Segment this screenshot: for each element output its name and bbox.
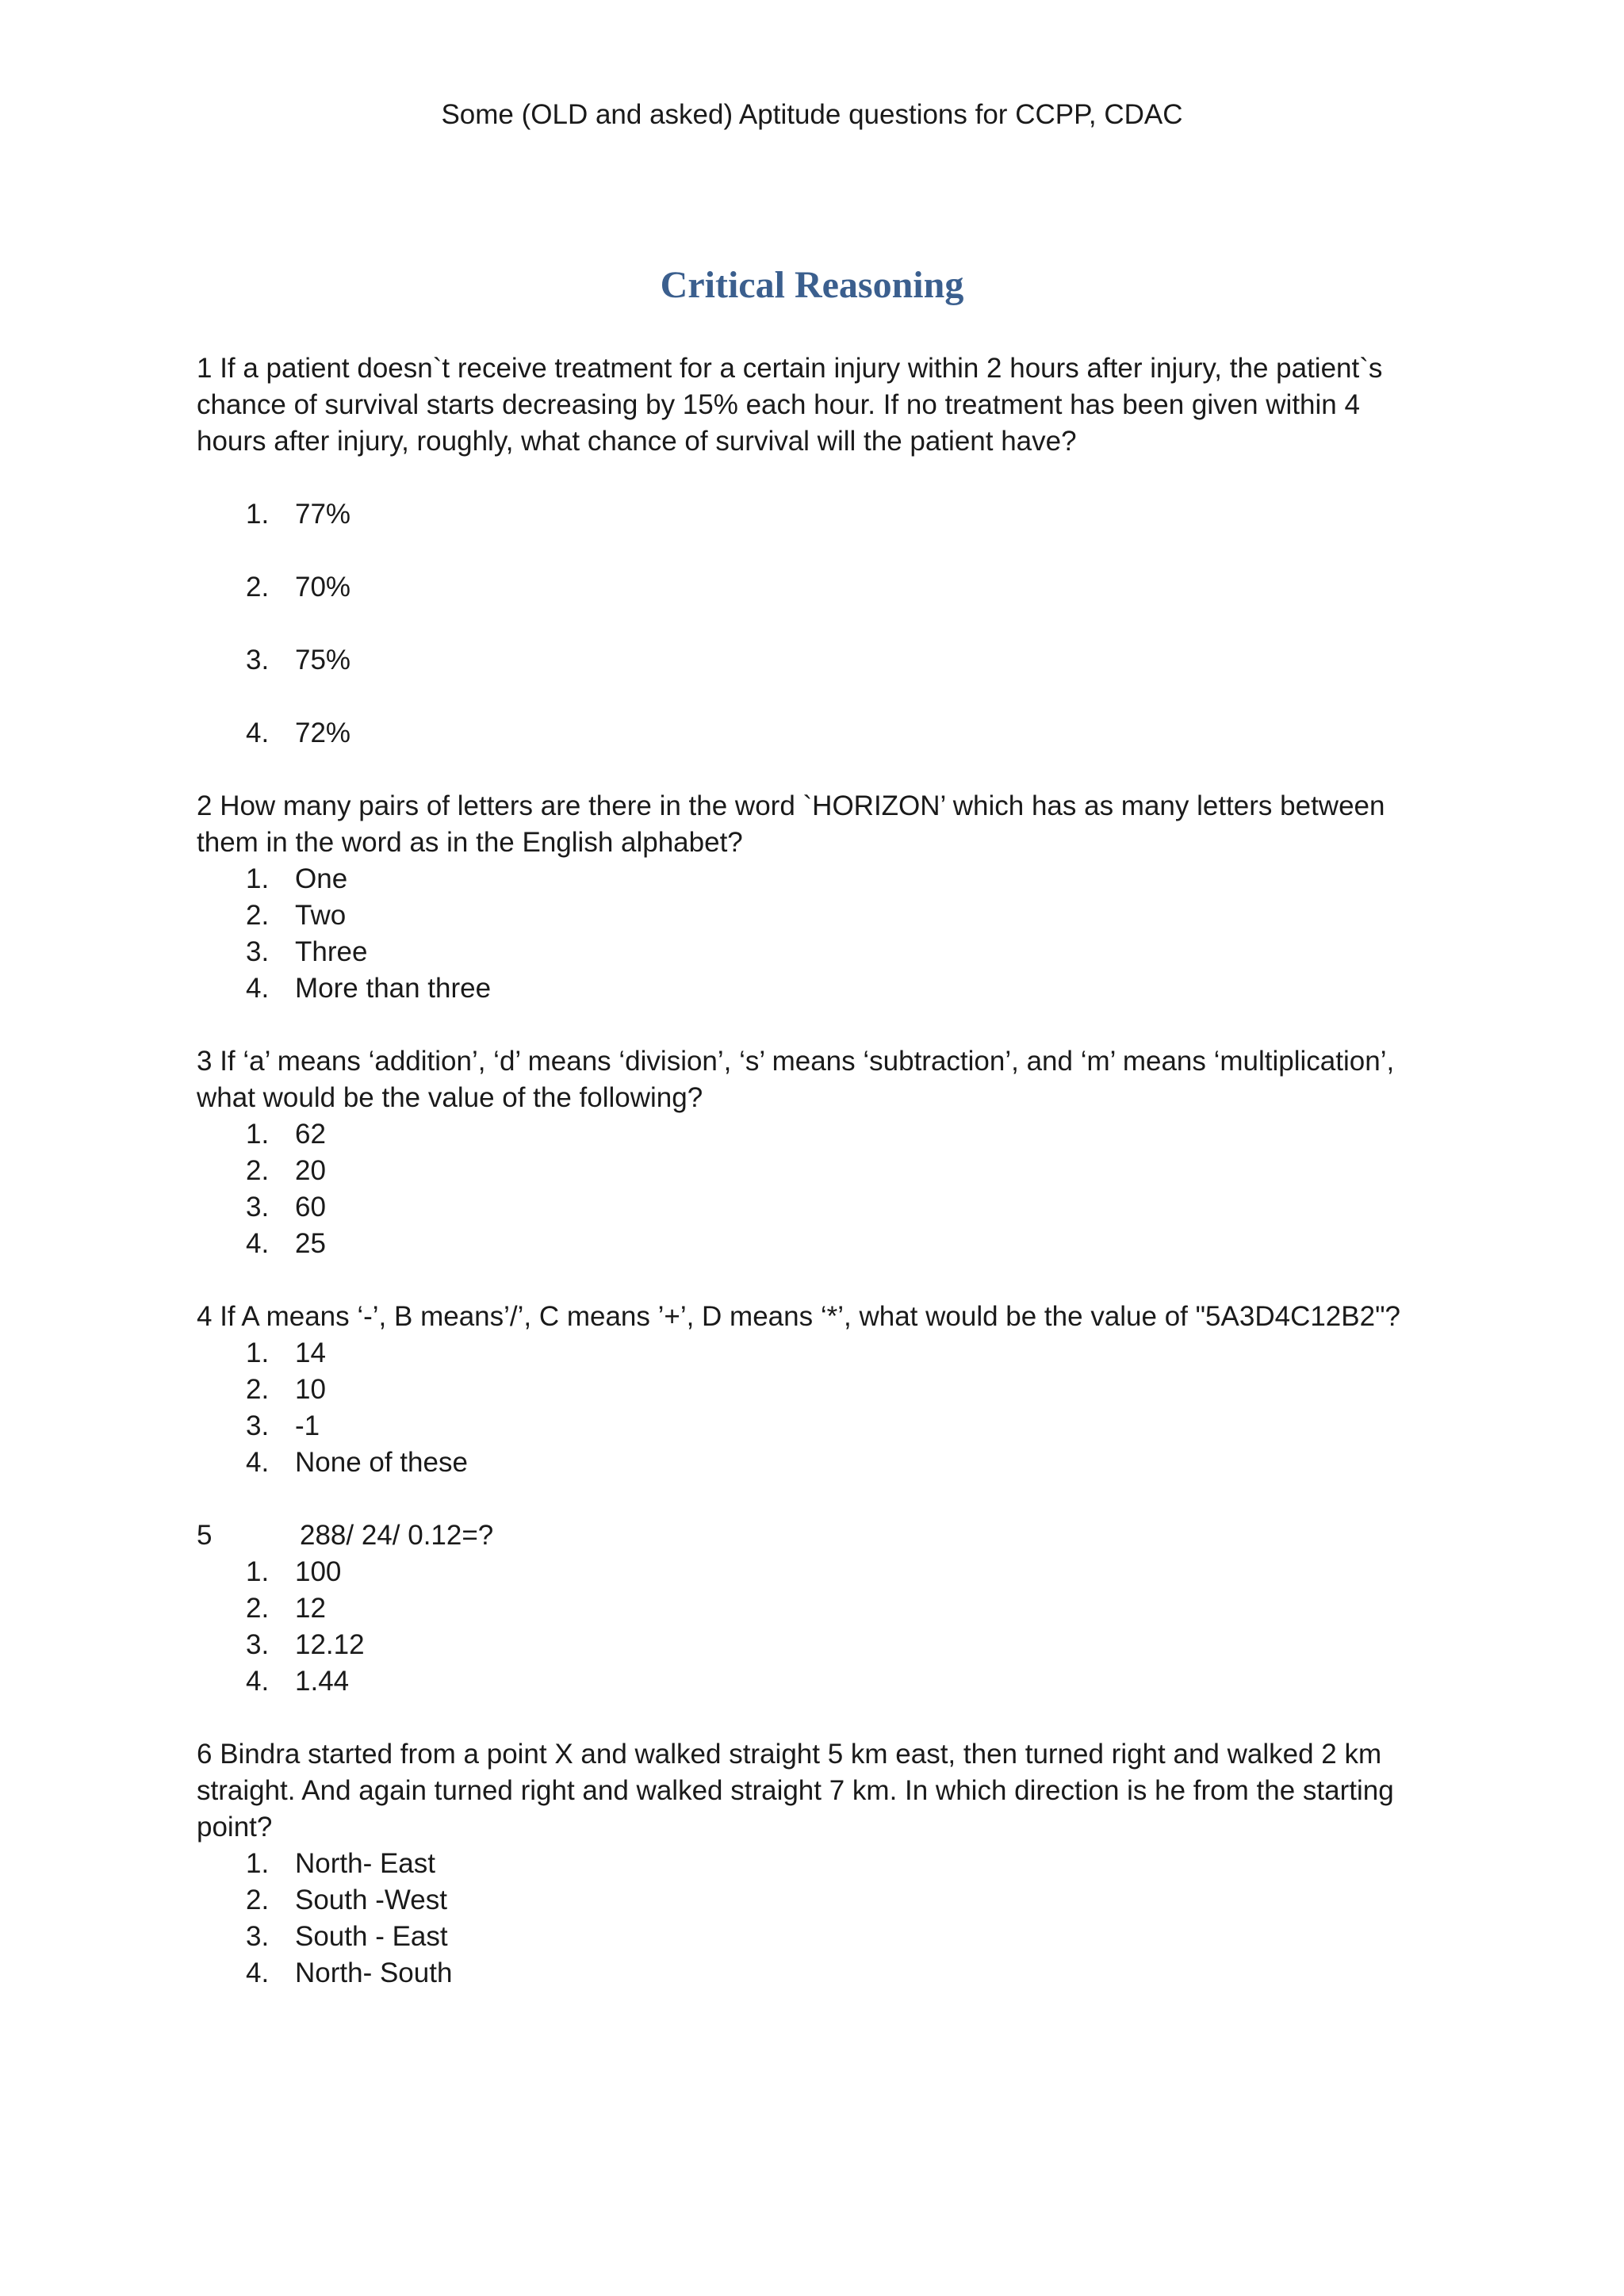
option-value: 70% [295, 572, 351, 603]
option-number: 1. [246, 1848, 270, 1879]
option-item [197, 1919, 1434, 1955]
document-body [197, 350, 1434, 1992]
option-item [197, 934, 1434, 970]
page-header: Some (OLD and asked) Aptitude questions for CCPP, CDAC [441, 99, 1183, 130]
question-text: 3 If ‘a’ means ‘addition’, ‘d’ means ‘division’, ‘s’ means ‘subtraction’, and ‘m’ means ‘multiplication’, what would be the value of the following? [197, 1046, 1402, 1113]
option-value: North- East [295, 1848, 435, 1879]
option-value: 12.12 [295, 1629, 365, 1660]
option-number: 1. [246, 499, 270, 530]
question-6 [197, 1736, 1434, 1992]
option-value: 1.44 [295, 1666, 350, 1697]
options-list [197, 1116, 1434, 1262]
option-item [197, 1153, 1434, 1189]
option-number: 1. [246, 1119, 270, 1150]
question-text: 2 How many pairs of letters are there in the word `HORIZON’ which has as many letters between them in the word as in the English alphabet? [197, 790, 1393, 858]
option-number: 3. [246, 1921, 270, 1952]
option-item [197, 1590, 1434, 1627]
option-item [197, 1445, 1434, 1481]
option-number: 2. [246, 1374, 270, 1405]
options-list [197, 1846, 1434, 1992]
question-3 [197, 1043, 1434, 1262]
option-item [197, 1882, 1434, 1919]
option-value: South -West [295, 1885, 447, 1915]
option-number: 3. [246, 936, 270, 967]
option-number: 1. [246, 863, 270, 894]
option-item [197, 1663, 1434, 1700]
options-list [197, 861, 1434, 1007]
option-item [197, 1846, 1434, 1882]
question-expression: 288/ 24/ 0.12=? [300, 1520, 494, 1551]
option-value: 14 [295, 1337, 326, 1368]
option-value: 72% [295, 718, 351, 748]
question-text [197, 1517, 1434, 1554]
option-value: North- South [295, 1957, 453, 1988]
question-5 [197, 1517, 1434, 1700]
options-list [197, 496, 1434, 752]
question-text: 6 Bindra started from a point X and walked straight 5 km east, then turned right and walked 2 km straight. And again turned right and walked straight 7 km. In which direction is he from the starting point? [197, 1739, 1402, 1843]
option-value: South - East [295, 1921, 448, 1952]
option-item [197, 1335, 1434, 1372]
option-number: 3. [246, 1629, 270, 1660]
option-value: 60 [295, 1192, 326, 1223]
option-item [197, 715, 1434, 752]
question-number: 5 [197, 1520, 213, 1551]
option-number: 4. [246, 1447, 270, 1478]
options-list [197, 1554, 1434, 1700]
option-number: 4. [246, 1666, 270, 1697]
options-list [197, 1335, 1434, 1481]
option-item [197, 496, 1434, 533]
option-number: 4. [246, 718, 270, 748]
option-number: 1. [246, 1556, 270, 1587]
question-text: 1 If a patient doesn`t receive treatment for a certain injury within 2 hours after injury, the patient`s chance of survival starts decreasing by 15% each hour. If no treatment has been given within 4 hours after injury, roughly, what chance of survival will the patient have? [197, 353, 1391, 457]
question-1 [197, 350, 1434, 752]
option-value: None of these [295, 1447, 468, 1478]
option-item [197, 861, 1434, 897]
option-value: Three [295, 936, 368, 967]
option-number: 2. [246, 1885, 270, 1915]
option-value: -1 [295, 1410, 320, 1441]
question-text: 4 If A means ‘-’, B means’/’, C means ’+’, D means ‘*’, what would be the value of "5A3D4C12B2"? [197, 1301, 1400, 1332]
option-item [197, 1116, 1434, 1153]
option-value: 75% [295, 645, 351, 675]
option-value: More than three [295, 973, 492, 1004]
option-item [197, 1627, 1434, 1663]
option-number: 3. [246, 645, 270, 675]
option-number: 2. [246, 1593, 270, 1624]
option-number: 2. [246, 900, 270, 931]
option-value: 10 [295, 1374, 326, 1405]
option-item [197, 1226, 1434, 1262]
option-item [197, 1189, 1434, 1226]
option-item [197, 642, 1434, 679]
option-number: 4. [246, 1228, 270, 1259]
page-title: Critical Reasoning [660, 264, 964, 306]
option-item [197, 897, 1434, 934]
option-item [197, 970, 1434, 1007]
option-number: 2. [246, 1155, 270, 1186]
option-value: 20 [295, 1155, 326, 1186]
option-item [197, 1955, 1434, 1992]
option-value: 77% [295, 499, 351, 530]
option-number: 1. [246, 1337, 270, 1368]
question-2 [197, 788, 1434, 1007]
option-item [197, 1372, 1434, 1408]
option-number: 4. [246, 973, 270, 1004]
option-number: 2. [246, 572, 270, 603]
question-4 [197, 1299, 1434, 1481]
option-number: 4. [246, 1957, 270, 1988]
option-value: 25 [295, 1228, 326, 1259]
option-item [197, 1554, 1434, 1590]
option-value: 12 [295, 1593, 326, 1624]
option-number: 3. [246, 1410, 270, 1441]
option-value: Two [295, 900, 347, 931]
option-item [197, 569, 1434, 606]
option-value: 62 [295, 1119, 326, 1150]
option-value: 100 [295, 1556, 342, 1587]
option-value: One [295, 863, 348, 894]
option-item [197, 1408, 1434, 1445]
option-number: 3. [246, 1192, 270, 1223]
